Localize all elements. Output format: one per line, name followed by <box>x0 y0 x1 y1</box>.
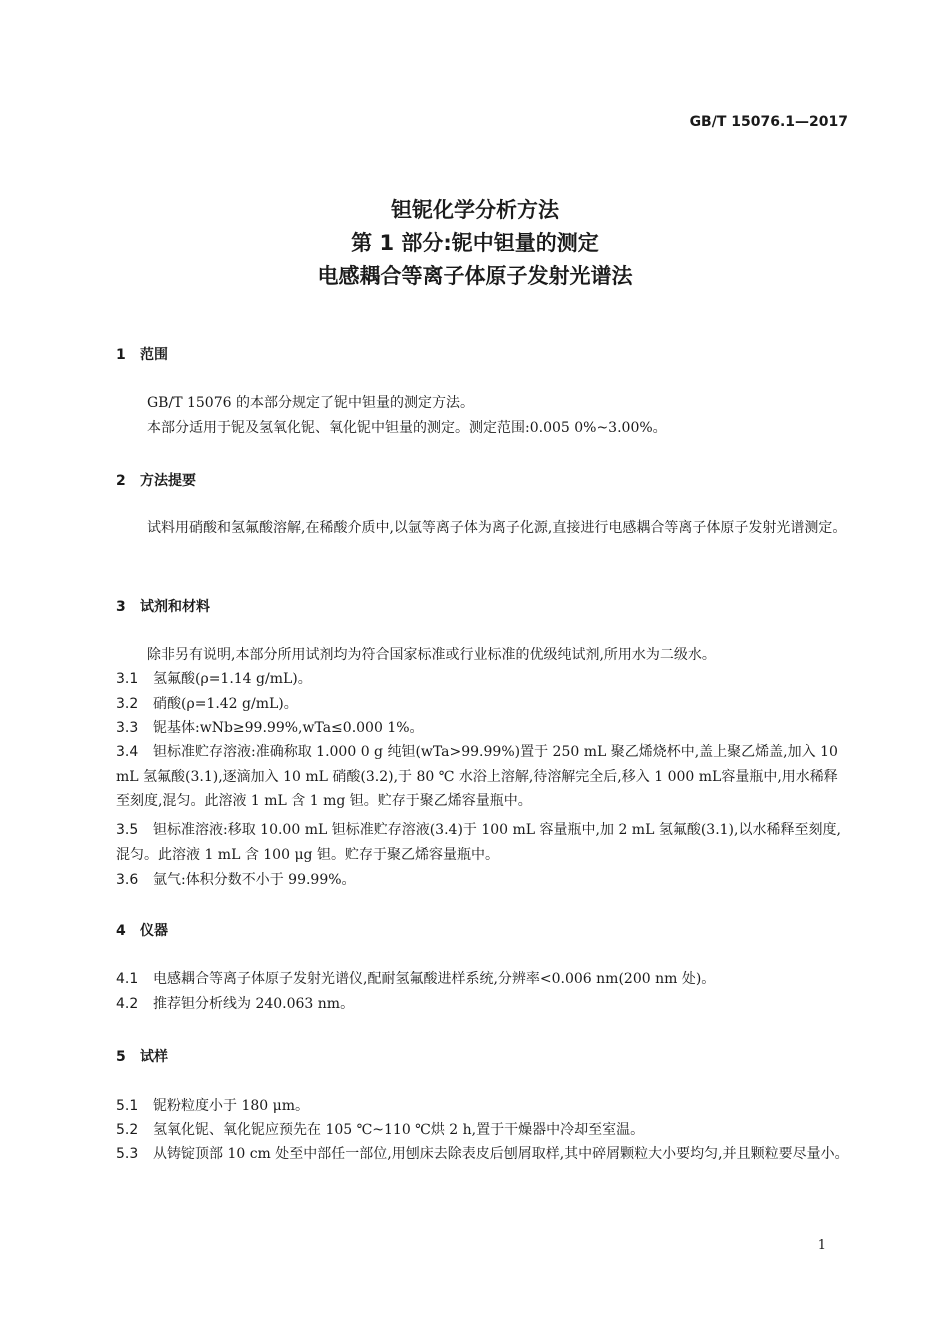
clause-number: 4.1 <box>116 971 139 987</box>
section-title: 试样 <box>140 1049 168 1065</box>
section-5-heading <box>116 1046 168 1066</box>
clause-5-1 <box>116 1094 850 1119</box>
clause-text: 钽标准溶液:移取 10.00 mL 钽标准贮存溶液(3.4)于 100 mL 容量瓶中,加 2 mL 氢氟酸(3.1),以水稀释至刻度,混匀。此溶液 1 mL 含 100 μg 钽。贮存于聚乙烯容量瓶中。 <box>116 822 841 863</box>
clause-number: 3.3 <box>116 720 139 736</box>
clause-4-2 <box>116 992 850 1017</box>
clause-number: 5.2 <box>116 1122 139 1138</box>
clause-text: 氢氧化铌、氧化铌应预先在 105 ℃~110 ℃烘 2 h,置于干燥器中冷却至室温。 <box>153 1122 645 1138</box>
title-line-1: 钽铌化学分析方法 <box>391 198 559 222</box>
section-1-heading <box>116 344 168 364</box>
clause-3-4 <box>116 740 850 814</box>
clause-text: 推荐钽分析线为 240.063 nm。 <box>153 996 355 1012</box>
clause-text: 氢氟酸(ρ=1.14 g/mL)。 <box>153 671 312 687</box>
clause-text: 硝酸(ρ=1.42 g/mL)。 <box>153 696 298 712</box>
paragraph: 本部分适用于铌及氢氧化铌、氧化铌中钽量的测定。测定范围:0.005 0%~3.00%。 <box>147 420 667 436</box>
clause-4-1 <box>116 967 850 992</box>
clause-3-3 <box>116 716 850 741</box>
section-4-heading <box>116 920 168 940</box>
clause-5-2 <box>116 1118 850 1143</box>
clause-number: 3.2 <box>116 696 139 712</box>
clause-3-1 <box>116 667 850 692</box>
clause-number: 4.2 <box>116 996 139 1012</box>
clause-text: 电感耦合等离子体原子发射光谱仪,配耐氢氟酸进样系统,分辨率<0.006 nm(200 nm 处)。 <box>153 971 716 987</box>
section-number: 4 <box>116 923 126 939</box>
clause-3-5 <box>116 818 850 867</box>
section-3-heading <box>116 596 210 616</box>
clause-number: 3.6 <box>116 872 139 888</box>
paragraph: 试料用硝酸和氢氟酸溶解,在稀酸介质中,以氩等离子体为离子化源,直接进行电感耦合等离子体原子发射光谱测定。 <box>147 520 847 536</box>
section-number: 3 <box>116 599 126 615</box>
clause-number: 3.5 <box>116 822 139 838</box>
clause-3-2 <box>116 692 850 717</box>
section-title: 方法提要 <box>140 473 196 489</box>
clause-text: 铌基体:wNb≥99.99%,wTa≤0.000 1%。 <box>153 720 424 736</box>
title-line-2: 第 1 部分:铌中钽量的测定 <box>351 231 599 255</box>
title-line-3: 电感耦合等离子体原子发射光谱法 <box>317 264 633 288</box>
clause-text: 从铸锭顶部 10 cm 处至中部任一部位,用刨床去除表皮后刨屑取样,其中碎屑颗粒大小要均匀,并且颗粒要尽量小。 <box>153 1146 849 1162</box>
clause-text: 钽标准贮存溶液:准确称取 1.000 0 g 纯钽(wTa>99.99%)置于 250 mL 聚乙烯烧杯中,盖上聚乙烯盖,加入 10 mL 氢氟酸(3.1),逐滴加入 10 mL 硝酸(3.2),于 80 ℃ 水浴上溶解,待溶解完全后,移入 1 000 mL容量瓶中,用水稀释至刻度,混匀。此溶液 1 mL 含 1 mg 钽。贮存于聚乙烯容量瓶中。 <box>116 744 838 809</box>
standard-code: GB/T 15076.1—2017 <box>689 114 848 130</box>
section-title: 试剂和材料 <box>140 599 210 615</box>
clause-number: 5.1 <box>116 1098 139 1114</box>
section-2-heading <box>116 470 196 490</box>
clause-number: 3.4 <box>116 744 139 760</box>
clause-number: 3.1 <box>116 671 139 687</box>
clause-5-3 <box>116 1142 850 1167</box>
clause-text: 铌粉粒度小于 180 μm。 <box>153 1098 309 1114</box>
document-title <box>0 194 950 293</box>
section-title: 仪器 <box>140 923 168 939</box>
page-number: 1 <box>817 1238 826 1253</box>
paragraph: 除非另有说明,本部分所用试剂均为符合国家标准或行业标准的优级纯试剂,所用水为二级水。 <box>147 647 716 663</box>
section-title: 范围 <box>140 347 168 363</box>
section-number: 1 <box>116 347 126 363</box>
section-number: 5 <box>116 1049 126 1065</box>
clause-text: 氩气:体积分数不小于 99.99%。 <box>153 872 356 888</box>
section-number: 2 <box>116 473 126 489</box>
clause-3-6 <box>116 868 850 893</box>
clause-number: 5.3 <box>116 1146 139 1162</box>
paragraph: GB/T 15076 的本部分规定了铌中钽量的测定方法。 <box>147 395 474 411</box>
